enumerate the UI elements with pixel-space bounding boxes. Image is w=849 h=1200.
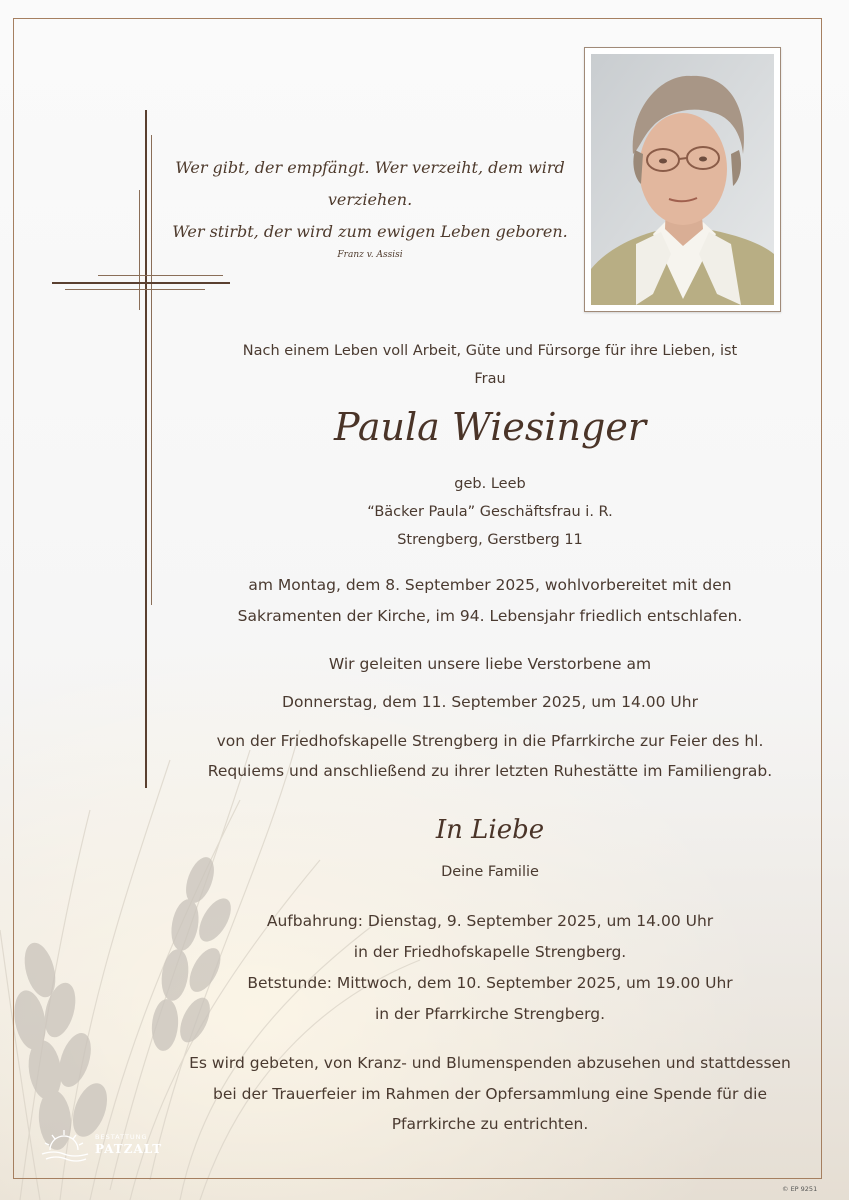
family-signature: Deine Familie xyxy=(441,864,539,880)
quote-line-1: Wer gibt, der empfängt. Wer verzeiht, dem wird verziehen. xyxy=(175,158,565,209)
funeral-line-1: Wir geleiten unsere liebe Verstorbene am xyxy=(328,655,652,673)
born-name: geb. Leeb xyxy=(454,476,526,492)
intro-line-1: Nach einem Leben voll Arbeit, Güte und Fürsorge für ihre Lieben, ist xyxy=(242,343,738,359)
portrait-photo xyxy=(591,54,774,305)
footer-code: © EP 9251 xyxy=(782,1185,818,1193)
donation-line-1: Es wird gebeten, von Kranz- und Blumenspenden abzusehen und stattdessen xyxy=(189,1054,791,1072)
donation-line-3: Pfarrkirche zu entrichten. xyxy=(391,1115,589,1133)
occupation: “Bäcker Paula” Geschäftsfrau i. R. xyxy=(367,504,613,520)
death-line-2: Sakramenten der Kirche, im 94. Lebensjahr friedlich entschlafen. xyxy=(237,607,743,625)
funeral-line-2: Donnerstag, dem 11. September 2025, um 14.00 Uhr xyxy=(282,693,698,711)
viewing-line-3: Betstunde: Mittwoch, dem 10. September 2025, um 19.00 Uhr xyxy=(247,974,733,992)
funeral-line-3: von der Friedhofskapelle Strengberg in die Pfarrkirche zur Feier des hl. xyxy=(216,732,764,750)
funeral-line-4: Requiems und anschließend zu ihrer letzten Ruhestätte im Familiengrab. xyxy=(207,762,773,780)
portrait-frame xyxy=(584,47,781,312)
viewing-line-2: in der Friedhofskapelle Strengberg. xyxy=(353,943,627,961)
funeral-home-logo xyxy=(40,1128,163,1164)
death-line-1: am Montag, dem 8. September 2025, wohlvorbereitet mit den xyxy=(248,576,732,594)
sun-logo-icon xyxy=(40,1128,90,1164)
quote-line-2: Wer stirbt, der wird zum ewigen Leben geboren. xyxy=(172,222,568,241)
viewing-line-1: Aufbahrung: Dienstag, 9. September 2025, um 14.00 Uhr xyxy=(266,912,714,930)
quote-block xyxy=(170,152,570,262)
quote-author: Franz v. Assisi xyxy=(337,250,403,260)
logo-subtitle: BESTATTUNG xyxy=(95,1133,148,1141)
logo-name: PATZALT xyxy=(95,1142,163,1156)
donation-line-2: bei der Trauerfeier im Rahmen der Opfersammlung eine Spende für die xyxy=(213,1085,767,1103)
viewing-line-4: in der Pfarrkirche Strengberg. xyxy=(374,1005,606,1023)
deceased-name: Paula Wiesinger xyxy=(333,405,646,449)
address: Strengberg, Gerstberg 11 xyxy=(397,532,583,548)
intro-line-2: Frau xyxy=(474,371,506,387)
in-liebe: In Liebe xyxy=(435,815,545,845)
